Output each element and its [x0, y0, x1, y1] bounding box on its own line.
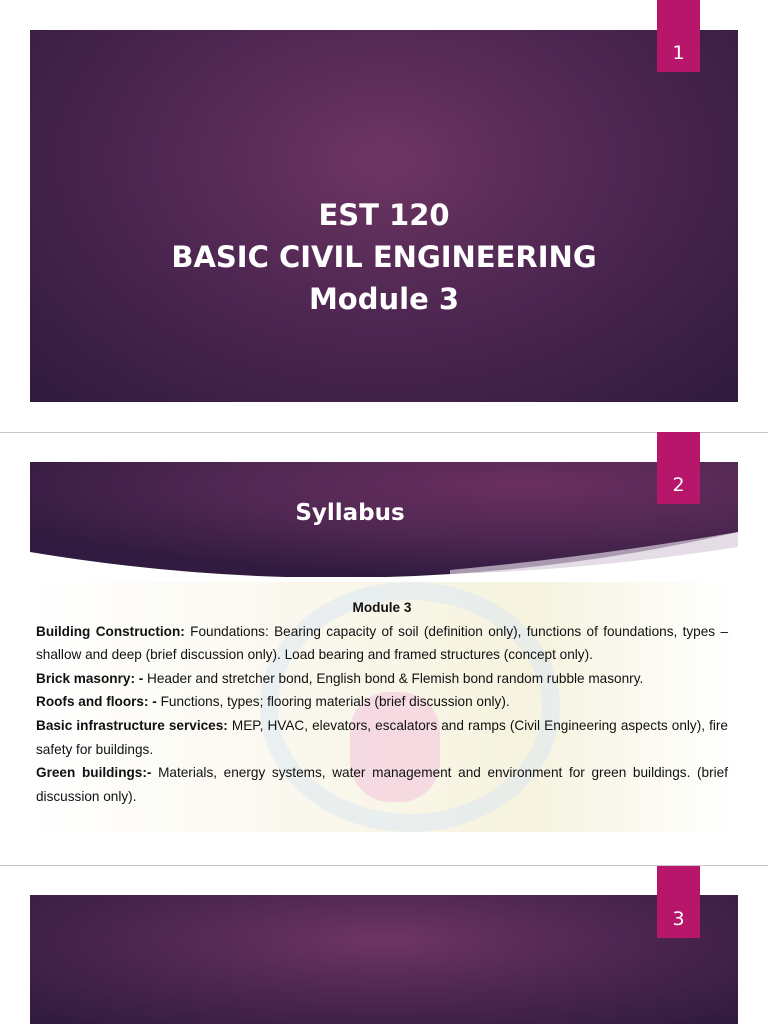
syllabus-item-label: Green buildings:- [36, 765, 152, 781]
page-separator [0, 432, 768, 433]
syllabus-item-text: MEP, HVAC, elevators, escalators and ramps (Civil Engineering aspects only), fire safety for buildings. [36, 717, 728, 757]
title-line-course-code: EST 120 [318, 198, 450, 232]
slide-number-1: 1 [657, 0, 700, 72]
title-line-course-name: BASIC CIVIL ENGINEERING [171, 240, 597, 274]
syllabus-content [36, 596, 728, 808]
syllabus-item-roofs-floors [36, 690, 728, 714]
syllabus-item-green-buildings [36, 761, 728, 808]
slide-number-3: 3 [657, 866, 700, 938]
syllabus-item-brick-masonry [36, 667, 728, 691]
syllabus-item-building-construction [36, 620, 728, 667]
syllabus-heading: Module 3 [352, 600, 412, 615]
syllabus-item-label: Basic infrastructure services: [36, 717, 228, 733]
title-line-module: Module 3 [308, 282, 460, 316]
syllabus-item-label: Brick masonry: - [36, 670, 144, 686]
syllabus-item-infrastructure [36, 714, 728, 761]
slide-2-title: Syllabus [295, 500, 405, 526]
syllabus-item-text: Functions, types; flooring materials (brief discussion only). [156, 694, 510, 710]
page-separator [0, 865, 768, 866]
syllabus-item-label: Roofs and floors: - [36, 694, 157, 710]
syllabus-item-text: Foundations: Bearing capacity of soil (definition only), functions of foundations, types – shallow and deep (brief discussion only). Load bearing and framed structures (concept only). [36, 623, 728, 663]
slide-1-title [30, 194, 738, 320]
slide-3 [30, 895, 738, 1024]
syllabus-item-text: Materials, energy systems, water management and environment for green buildings. (brief discussion only). [36, 765, 728, 804]
syllabus-item-label: Building Construction: [36, 623, 185, 639]
slide-number-2: 2 [657, 432, 700, 504]
syllabus-item-text: Header and stretcher bond, English bond & Flemish bond random rubble masonry. [143, 670, 644, 686]
